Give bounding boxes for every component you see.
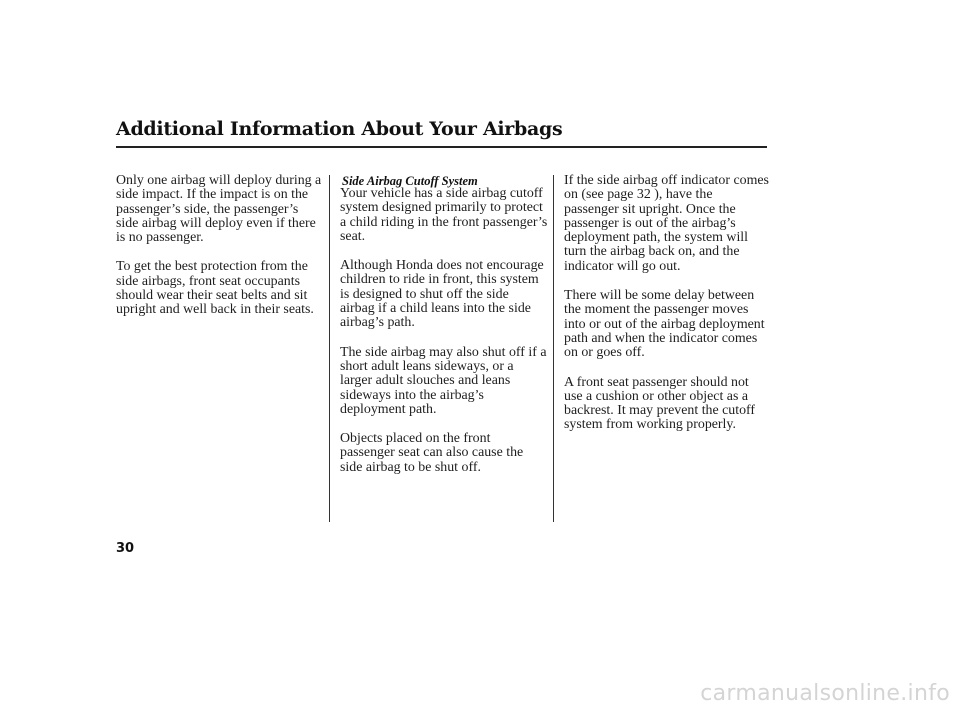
right-column xyxy=(564,174,770,448)
right-paragraph-3: A front seat passenger should not use a cushion or other object as a backrest. It may prevent the cutoff system from working properly. xyxy=(564,374,756,433)
left-paragraph-2: To get the best protection from the side airbags, front seat occupants should wear their seat belts and sit upright and well back in their seats. xyxy=(116,259,314,318)
title-divider xyxy=(116,146,767,148)
page-title: Additional Information About Your Airbags xyxy=(116,118,563,140)
column-divider-right xyxy=(553,175,554,522)
watermark: carmanualsonline.info xyxy=(700,681,950,706)
left-paragraph-1: Only one airbag will deploy during a side impact. If the impact is on the passenger’s side, the passenger’s side airbag will deploy even if there is no passenger. xyxy=(116,173,322,246)
middle-paragraph-2: Although Honda does not encourage children to ride in front, this system is designed to shut off the side airbag if a child leans into the side airbag’s path. xyxy=(340,258,544,331)
middle-paragraph-4: Objects placed on the front passenger seat can also cause the side airbag to be shut off. xyxy=(340,431,524,475)
middle-paragraph-3: The side airbag may also shut off if a short adult leans sideways, or a larger adult slouches and leans sideways into the airbag’s deployment path. xyxy=(340,344,547,417)
column-divider-left xyxy=(329,175,330,522)
right-paragraph-2: There will be some delay between the moment the passenger moves into or out of the airbag deployment path and when the indicator comes on or goes off. xyxy=(564,288,765,361)
middle-paragraph-1: Your vehicle has a side airbag cutoff system designed primarily to protect a child riding in the front passenger’s seat. xyxy=(340,186,548,244)
left-column xyxy=(116,174,326,333)
right-paragraph-1: If the side airbag off indicator comes on (see page 32 ), have the passenger sit upright. Once the passenger is out of the airbag’s deployment path, the system will turn the airbag back on, and the indicator will go out. xyxy=(564,173,769,274)
page-number: 30 xyxy=(116,541,135,556)
middle-column xyxy=(340,187,552,490)
section-heading-side-airbag-cutoff: Side Airbag Cutoff System xyxy=(342,174,478,188)
